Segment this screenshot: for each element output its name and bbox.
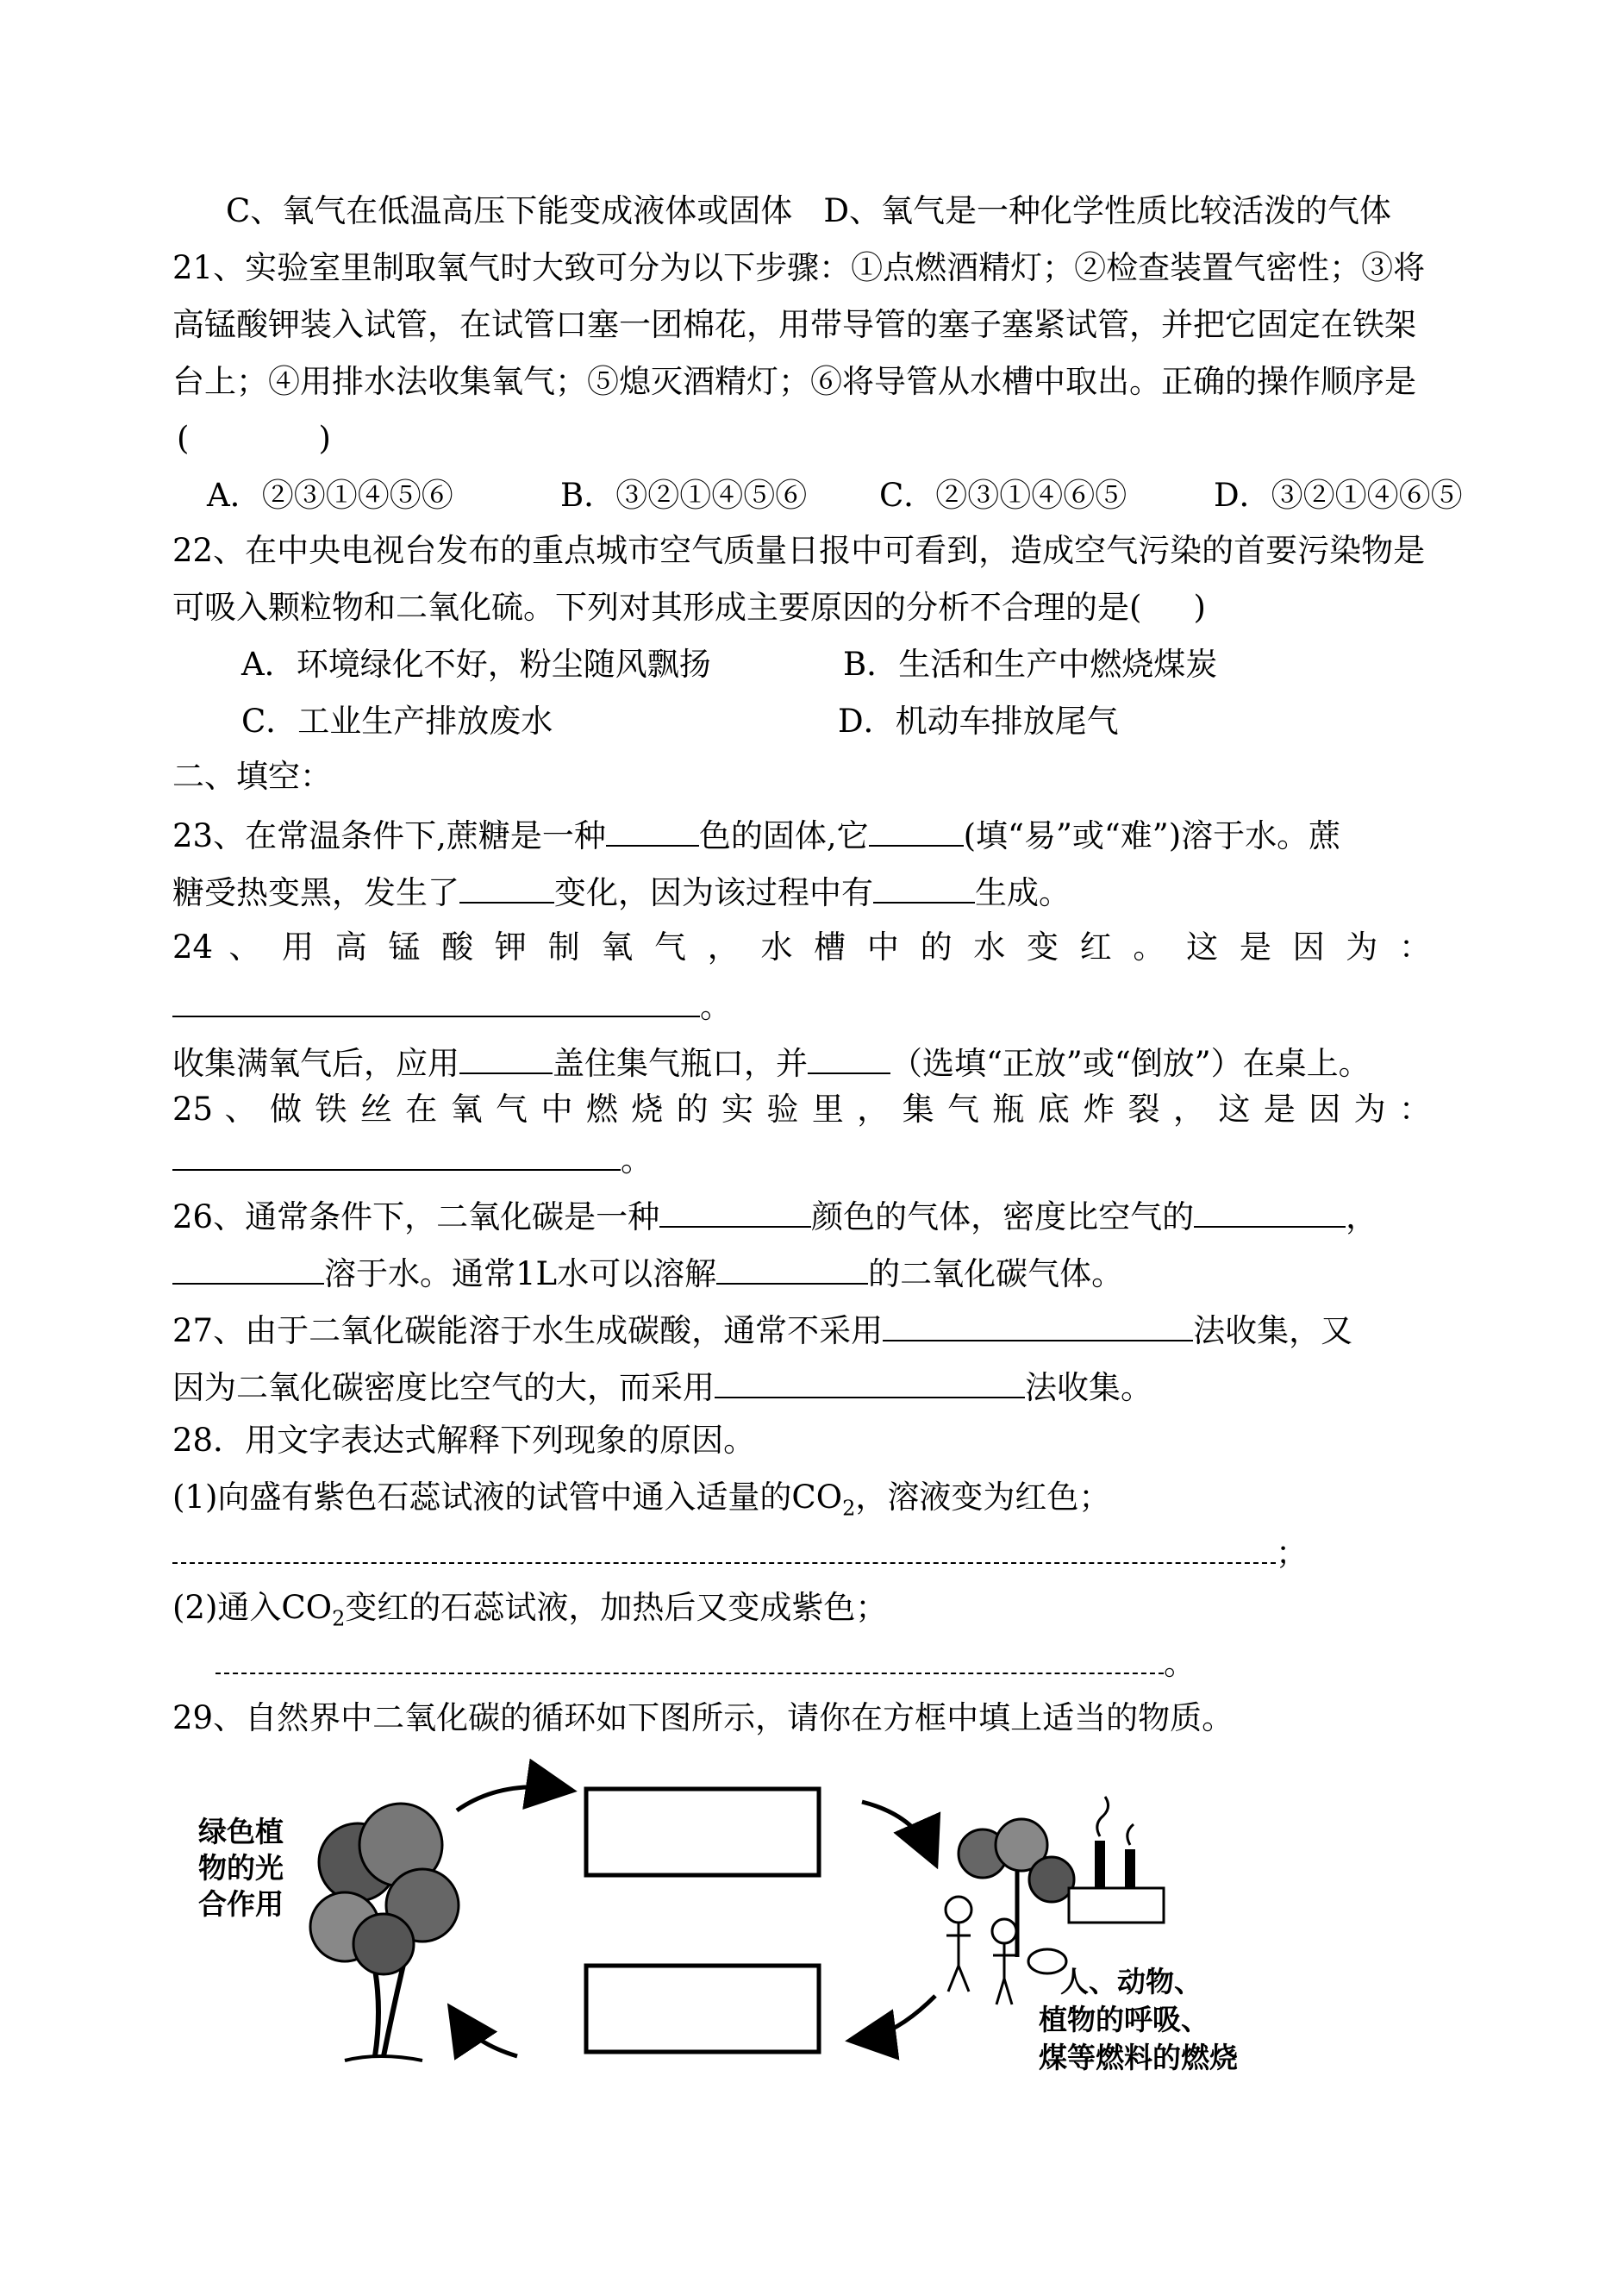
q26-text-1: 26、通常条件下，二氧化碳是一种 bbox=[172, 1198, 660, 1235]
q22-option-a[interactable]: A．环境绿化不好，粉尘随风飘扬 bbox=[241, 646, 711, 683]
section-fill-in-heading: 二、填空： bbox=[172, 758, 332, 795]
q23-text-1: 23、在常温条件下,蔗糖是一种 bbox=[172, 817, 606, 854]
q28-blank-1[interactable] bbox=[172, 1531, 1276, 1564]
q23-blank-4[interactable] bbox=[873, 871, 975, 904]
q24-blank-3[interactable] bbox=[808, 1041, 890, 1074]
q28-answer-2 bbox=[215, 1642, 1196, 1684]
left-label-line-2: 物的光 bbox=[198, 1851, 284, 1885]
q23-blank-3[interactable] bbox=[459, 871, 554, 904]
q28-s2-text-b: 变红的石蕊试液，加热后又变成紫色； bbox=[345, 1589, 888, 1626]
q28-s1-text-b: ，溶液变为红色； bbox=[855, 1479, 1111, 1516]
q26-text-4: 溶于水。通常1L水可以溶解 bbox=[324, 1255, 717, 1292]
q28-title: 28．用文字表达式解释下列现象的原因。 bbox=[172, 1422, 756, 1459]
q21-option-a[interactable]: A．②③①④⑤⑥ bbox=[207, 477, 453, 514]
right-label-line-2: 植物的呼吸、 bbox=[1039, 2003, 1209, 2036]
q21-option-d[interactable]: D．③②①④⑥⑤ bbox=[1214, 477, 1463, 514]
q28-sub-2 bbox=[172, 1588, 888, 1631]
q24-line-1: 24 、 用 高 锰 酸 钾 制 氧 气 ， 水 槽 中 的 水 变 红 。 这 是 因 为 ： bbox=[172, 929, 1431, 966]
q23-blank-1[interactable] bbox=[606, 814, 699, 847]
tree-icon bbox=[310, 1804, 459, 2060]
q26-blank-3[interactable] bbox=[172, 1252, 324, 1285]
q28-s2-subscript: 2 bbox=[332, 1606, 346, 1631]
q27-line-2 bbox=[172, 1366, 1152, 1408]
q24-line-2 bbox=[172, 985, 732, 1027]
q28-blank-2[interactable] bbox=[215, 1642, 1164, 1674]
q22-line-1: 22、在中央电视台发布的重点城市空气质量日报中可看到，造成空气污染的首要污染物是 bbox=[172, 532, 1426, 569]
q26-line-1 bbox=[172, 1195, 1377, 1237]
q21-line-1: 21、实验室里制取氧气时大致可分为以下步骤：①点燃酒精灯；②检查装置气密性；③将 bbox=[172, 249, 1426, 286]
q24-text-3: （选填“正放”或“倒放”）在桌上。 bbox=[890, 1045, 1371, 1082]
carbon-cycle-diagram bbox=[198, 1759, 1276, 2095]
q23-text-3: (填“易”或“难”)溶于水。蔗 bbox=[963, 817, 1341, 854]
q28-s1-text-a: (1)向盛有紫色石蕊试液的试管中通入适量的CO bbox=[172, 1479, 843, 1516]
q24-blank-1[interactable] bbox=[172, 985, 700, 1017]
q26-blank-4[interactable] bbox=[716, 1252, 868, 1285]
bottom-answer-box[interactable] bbox=[586, 1966, 819, 2052]
q24-text-2: 盖住集气瓶口，并 bbox=[553, 1045, 808, 1082]
q22-paren-close: ) bbox=[1193, 589, 1206, 626]
top-answer-box[interactable] bbox=[586, 1789, 819, 1875]
q23-blank-2[interactable] bbox=[869, 814, 964, 847]
q23-text-6: 生成。 bbox=[975, 874, 1071, 911]
q29-line-1: 29、自然界中二氧化碳的循环如下图所示，请你在方框中填上适当的物质。 bbox=[172, 1699, 1234, 1736]
q24-text-1: 收集满氧气后，应用 bbox=[172, 1045, 459, 1082]
q24-blank-2[interactable] bbox=[459, 1041, 553, 1074]
q21-answer-paren[interactable] bbox=[177, 419, 331, 459]
q23-text-5: 变化，因为该过程中有 bbox=[554, 874, 873, 911]
q25-line-1: 25 、 做 铁 丝 在 氧 气 中 燃 烧 的 实 验 里 ， 集 气 瓶 底 炸 裂 ， 这 是 因 为 ： bbox=[172, 1091, 1431, 1128]
q21-paren-close: ) bbox=[318, 420, 331, 457]
q26-text-2: 颜色的气体，密度比空气的 bbox=[811, 1198, 1195, 1235]
q26-line-2 bbox=[172, 1252, 1123, 1294]
q27-text-2: 法收集，又 bbox=[1193, 1312, 1353, 1349]
q21-line-3: 台上；④用排水法收集氧气；⑤熄灭酒精灯；⑥将导管从水槽中取出。正确的操作顺序是 bbox=[172, 363, 1416, 400]
q28-sub-1 bbox=[172, 1478, 1111, 1521]
arrow-to-right-scene bbox=[862, 1802, 931, 1854]
q26-text-5: 的二氧化碳气体。 bbox=[868, 1255, 1124, 1292]
q23-text-2: 色的固体,它 bbox=[698, 817, 869, 854]
arrow-to-bottom-box bbox=[862, 1996, 935, 2039]
left-label-line-1: 绿色植 bbox=[198, 1815, 284, 1848]
q28-s1-subscript: 2 bbox=[842, 1496, 856, 1521]
arrow-to-tree bbox=[457, 2017, 517, 2056]
q26-blank-2[interactable] bbox=[1194, 1195, 1346, 1228]
q27-text-1: 27、由于二氧化碳能溶于水生成碳酸，通常不采用 bbox=[172, 1312, 884, 1349]
q24-end-1: 。 bbox=[700, 988, 732, 1025]
q23-text-4: 糖受热变黑，发生了 bbox=[172, 874, 459, 911]
q27-blank-1[interactable] bbox=[883, 1309, 1193, 1341]
q27-blank-2[interactable] bbox=[715, 1366, 1025, 1398]
q22-option-d[interactable]: D．机动车排放尾气 bbox=[838, 703, 1119, 740]
q21-line-2: 高锰酸钾装入试管，在试管口塞一团棉花，用带导管的塞子塞紧试管，并把它固定在铁架 bbox=[172, 306, 1416, 343]
q26-text-3: ， bbox=[1346, 1198, 1378, 1235]
q22-line-2 bbox=[172, 588, 1206, 628]
q24-line-3 bbox=[172, 1041, 1371, 1084]
q22-option-c[interactable]: C．工业生产排放废水 bbox=[241, 703, 553, 740]
q28-answer-1 bbox=[172, 1531, 1308, 1573]
q21-option-b[interactable]: B．③②①④⑤⑥ bbox=[560, 477, 808, 514]
q25-blank-1[interactable] bbox=[172, 1138, 621, 1171]
q28-s1-end: ； bbox=[1276, 1535, 1308, 1572]
q25-line-2 bbox=[172, 1138, 653, 1180]
q27-text-3: 因为二氧化碳密度比空气的大，而采用 bbox=[172, 1369, 715, 1406]
q28-s2-text-a: (2)通入CO bbox=[172, 1589, 333, 1626]
q21-option-c[interactable]: C．②③①④⑥⑤ bbox=[879, 477, 1127, 514]
arrow-to-top-box bbox=[457, 1787, 560, 1810]
q21-paren-open: ( bbox=[177, 420, 190, 457]
q23-line-2 bbox=[172, 871, 1071, 913]
q27-line-1 bbox=[172, 1309, 1352, 1351]
q22-stem: 可吸入颗粒物和二氧化硫。下列对其形成主要原因的分析不合理的是( bbox=[172, 589, 1142, 626]
q27-text-4: 法收集。 bbox=[1025, 1369, 1152, 1406]
q20-option-c: C、氧气在低温高压下能变成液体或固体 bbox=[226, 192, 793, 229]
left-label-line-3: 合作用 bbox=[198, 1887, 284, 1921]
q28-s2-end: 。 bbox=[1164, 1645, 1196, 1682]
q23-line-1 bbox=[172, 814, 1340, 856]
right-label-line-3: 煤等燃料的燃烧 bbox=[1039, 2041, 1238, 2074]
q22-option-b[interactable]: B．生活和生产中燃烧煤炭 bbox=[843, 646, 1218, 683]
q25-end-1: 。 bbox=[621, 1141, 653, 1179]
q20-option-d: D、氧气是一种化学性质比较活泼的气体 bbox=[823, 192, 1391, 229]
q20-options bbox=[226, 191, 1391, 231]
q26-blank-1[interactable] bbox=[659, 1195, 811, 1228]
right-label-line-1: 人、动物、 bbox=[1060, 1965, 1202, 1998]
